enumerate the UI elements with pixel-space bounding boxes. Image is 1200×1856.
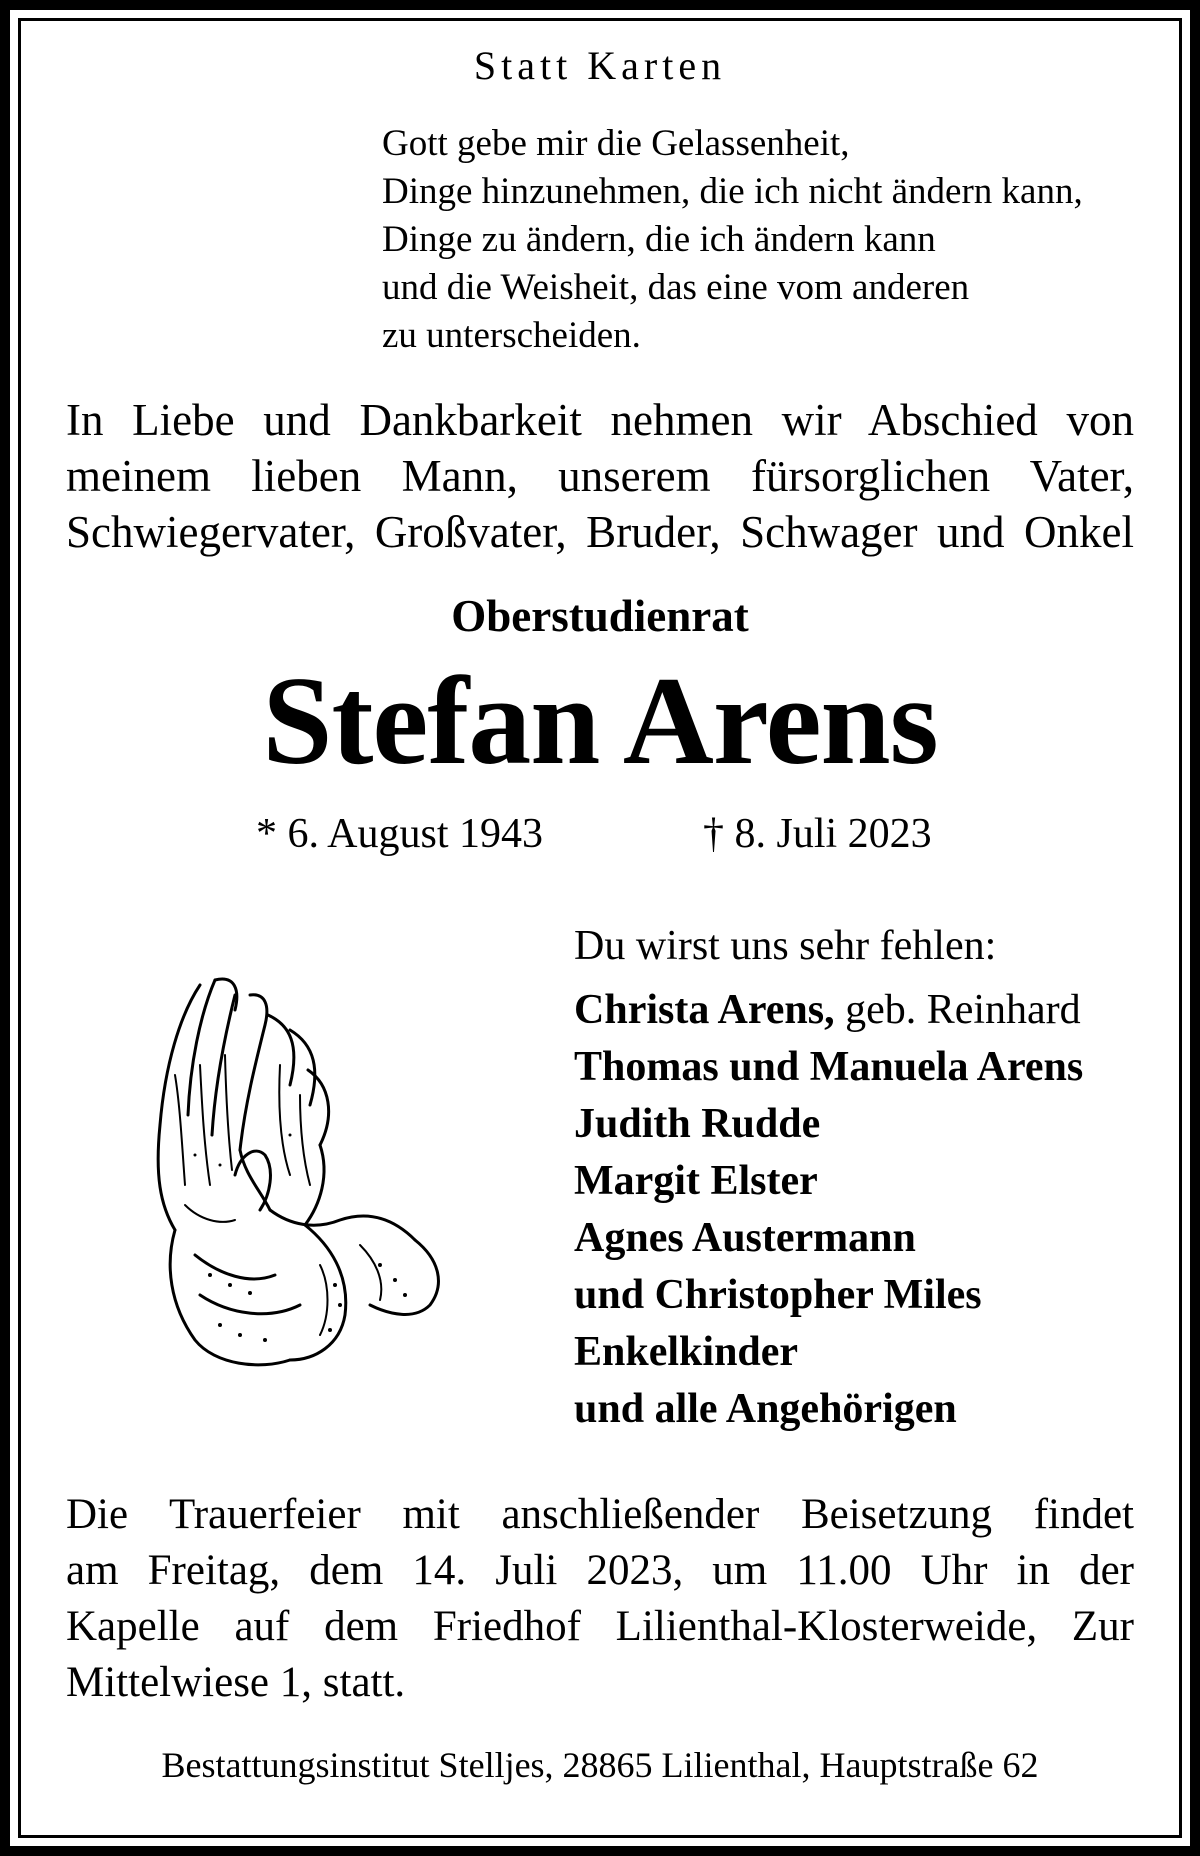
list-item: Margit Elster bbox=[574, 1158, 818, 1204]
intro-line: meinem lieben Mann, unserem fürsorglichen Vater, bbox=[66, 451, 1134, 501]
mourner-name: Christa Arens, bbox=[574, 987, 835, 1033]
service-info bbox=[66, 1487, 1134, 1711]
intro-text bbox=[66, 392, 1134, 560]
mourners-list bbox=[574, 982, 1083, 1438]
deceased-name: Stefan Arens bbox=[262, 652, 938, 791]
list-item bbox=[574, 982, 1083, 1039]
service-line: Kapelle auf dem Friedhof Lilienthal-Klosterweide, Zur bbox=[66, 1603, 1134, 1650]
service-line: Die Trauerfeier mit anschließender Beisetzung findet bbox=[66, 1491, 1134, 1538]
deceased-title: Oberstudienrat bbox=[451, 591, 749, 641]
statt-karten-heading: Statt Karten bbox=[473, 43, 727, 88]
poem bbox=[382, 120, 1083, 360]
mourners-heading: Du wirst uns sehr fehlen: bbox=[574, 923, 997, 969]
list-item: Agnes Austermann bbox=[574, 1215, 916, 1261]
poem-line: und die Weisheit, das eine vom anderen bbox=[382, 267, 970, 308]
intro-line: Schwiegervater, Großvater, Bruder, Schwager und Onkel bbox=[66, 507, 1134, 557]
praying-hands-icon bbox=[140, 975, 450, 1375]
birth-date: * 6. August 1943 bbox=[256, 811, 544, 857]
undertaker-footer: Bestattungsinstitut Stelljes, 28865 Lilienthal, Hauptstraße 62 bbox=[161, 1745, 1039, 1785]
list-item: Enkelkinder bbox=[574, 1329, 799, 1375]
list-item: Thomas und Manuela Arens bbox=[574, 1044, 1084, 1090]
list-item: und alle Angehörigen bbox=[574, 1386, 957, 1432]
poem-line: Dinge zu ändern, die ich ändern kann bbox=[382, 219, 936, 260]
mourner-maiden-name: geb. Reinhard bbox=[834, 987, 1081, 1033]
list-item: Judith Rudde bbox=[574, 1101, 821, 1147]
intro-line: In Liebe und Dankbarkeit nehmen wir Abschied von bbox=[66, 395, 1134, 445]
poem-line: zu unterscheiden. bbox=[382, 315, 641, 356]
list-item: und Christopher Miles bbox=[574, 1272, 982, 1318]
death-date: † 8. Juli 2023 bbox=[703, 811, 932, 857]
service-line: am Freitag, dem 14. Juli 2023, um 11.00 Uhr in der bbox=[66, 1547, 1134, 1594]
poem-line: Gott gebe mir die Gelassenheit, bbox=[382, 123, 850, 164]
service-line: Mittelwiese 1, statt. bbox=[66, 1659, 406, 1706]
poem-line: Dinge hinzunehmen, die ich nicht ändern kann, bbox=[382, 171, 1083, 212]
